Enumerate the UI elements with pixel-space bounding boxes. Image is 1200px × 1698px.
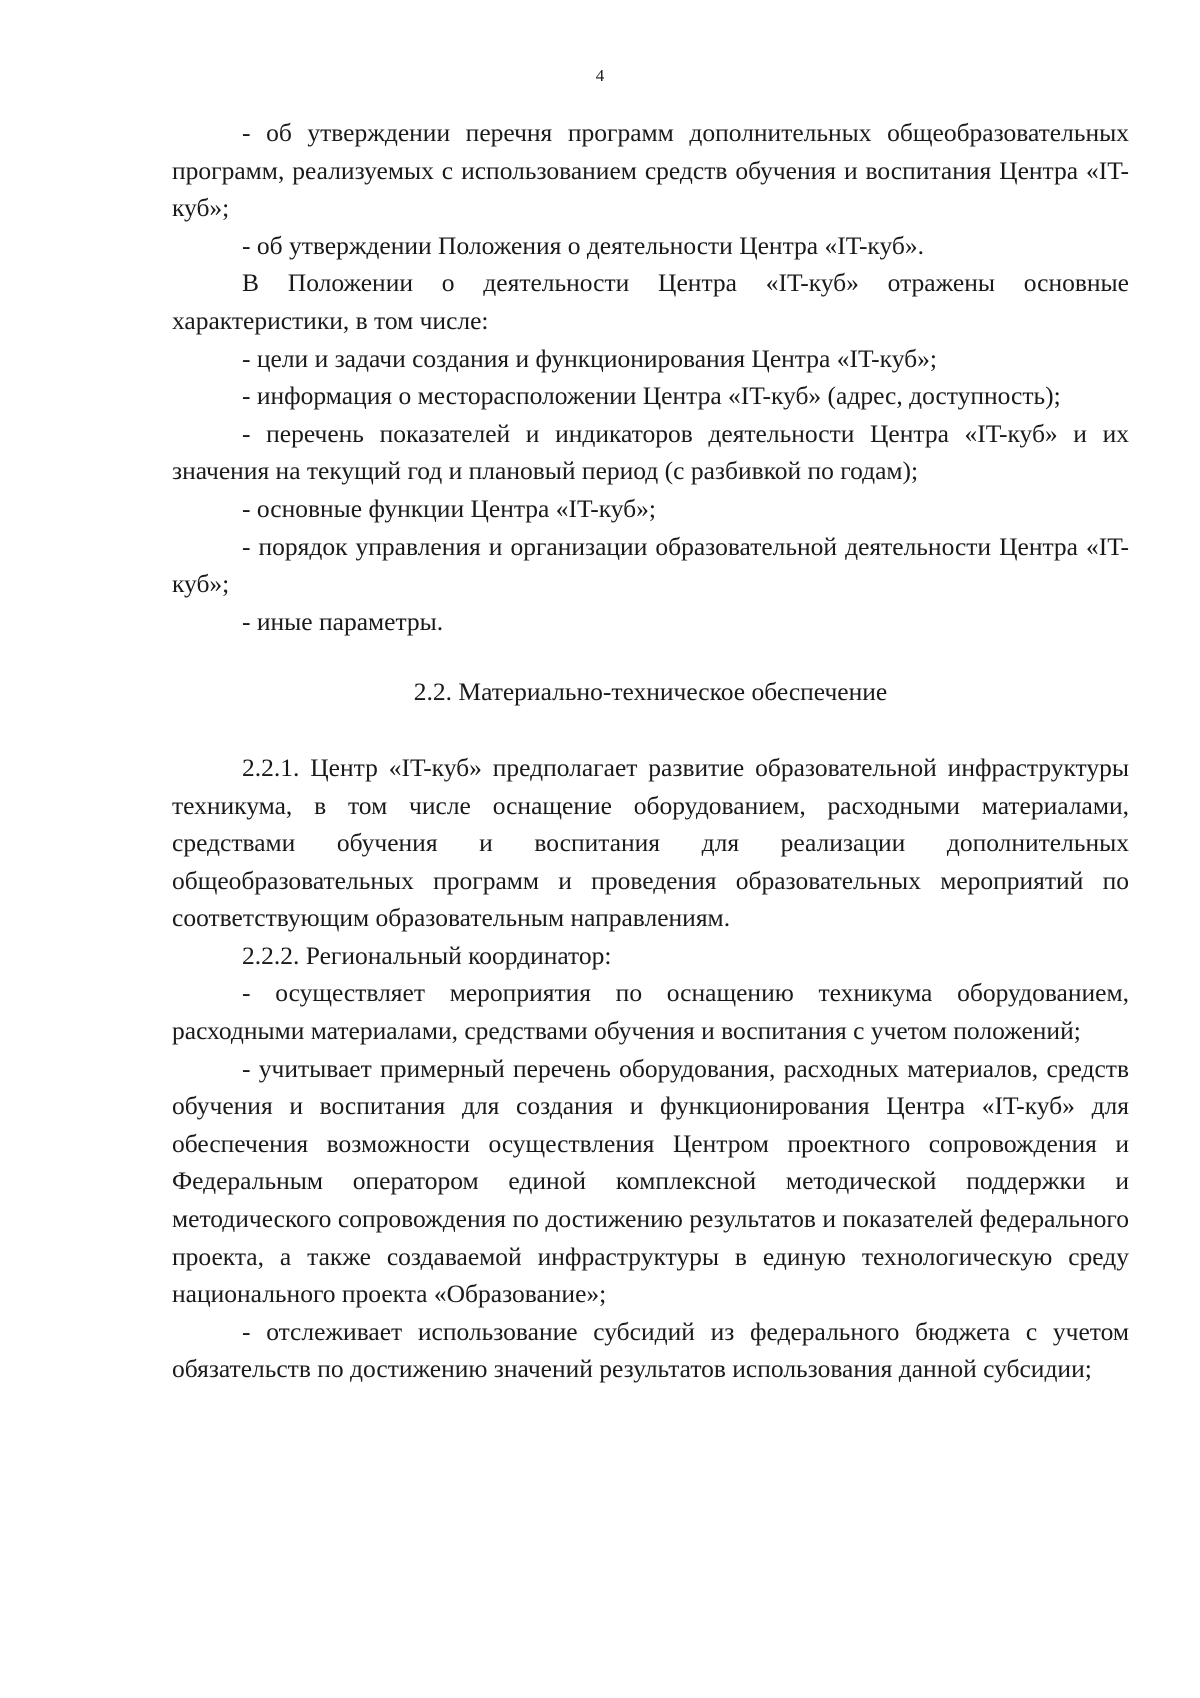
list-item-equipment-list: - учитывает примерный перечень оборудования, расходных материалов, средств обучения и воспитания для создания и функционирования Центра «IT-куб» для обеспечения возможности осуществления Центром проектного сопровождения и Федеральным оператором единой комплексной методической поддержки и методического сопровождения по достижению результатов и показателей федерального проекта, а также создаваемой инфраструктуры в единую технологическую среду национального проекта «Образование»;: [172, 1053, 1129, 1309]
list-item-indicators: - перечень показателей и индикаторов деятельности Центра «IT-куб» и их значения на текущий год и плановый период (с разбивкой по годам);: [172, 418, 1129, 486]
list-item-management: - порядок управления и организации образовательной деятельности Центра «IT-куб»;: [172, 531, 1129, 599]
list-item-location: - информация о месторасположении Центра «IT-куб» (адрес, доступность);: [242, 381, 1061, 411]
paragraph-approval-programs: - об утверждении перечня программ дополнительных общеобразовательных программ, реализуемых с использованием средств обучения и воспитания Центра «IT-куб»;: [172, 118, 1129, 223]
list-item-goals: - цели и задачи создания и функционирования Центра «IT-куб»;: [242, 343, 937, 373]
document-body: [172, 114, 1129, 1388]
list-item-equipping: - осуществляет мероприятия по оснащению техникума оборудованием, расходными материалами, средствами обучения и воспитания с учетом положений;: [172, 978, 1129, 1046]
paragraph-2-2-2: 2.2.2. Региональный координатор:: [242, 940, 612, 970]
list-item-subsidies: - отслеживает использование субсидий из федерального бюджета с учетом обязательств по достижению значений результатов использования данной субсидии;: [172, 1316, 1129, 1384]
paragraph-regulation-intro: В Положении о деятельности Центра «IT-куб» отражены основные характеристики, в том числе:: [172, 268, 1129, 335]
list-item-other: - иные параметры.: [242, 606, 444, 636]
list-item-functions: - основные функции Центра «IT-куб»;: [242, 493, 656, 523]
paragraph-approval-regulation: - об утверждении Положения о деятельности Центра «IT-куб».: [242, 230, 924, 260]
page-number: 4: [595, 66, 605, 85]
section-heading: 2.2. Материально-техническое обеспечение: [413, 677, 888, 707]
paragraph-2-2-1: 2.2.1. Центр «IT-куб» предполагает развитие образовательной инфраструктуры техникума, в том числе оснащение оборудованием, расходными материалами, средствами обучения и воспитания для реализации дополнительных общеобразовательных программ и проведения образовательных мероприятий по соответствующим образовательным направлениям.: [172, 752, 1129, 933]
